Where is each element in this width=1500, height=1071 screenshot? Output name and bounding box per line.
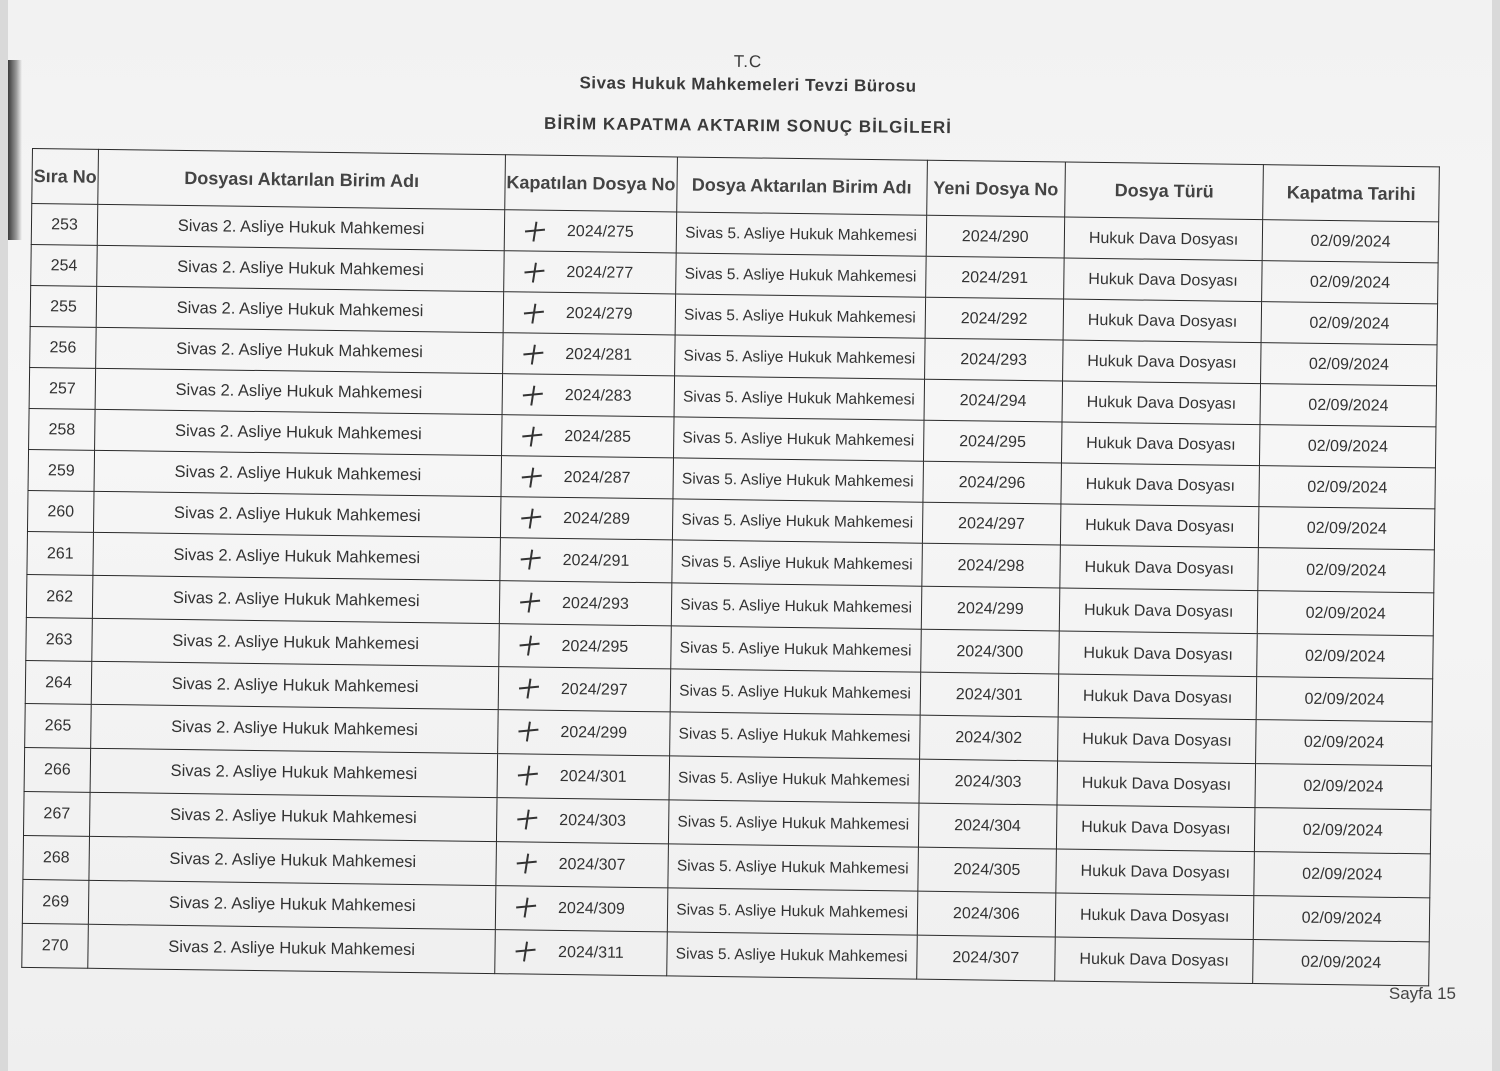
handwritten-check-mark-icon	[516, 941, 534, 959]
cell-target-unit: Sivas 5. Asliye Hukuk Mahkemesi	[670, 669, 921, 715]
cell-target-unit: Sivas 5. Asliye Hukuk Mahkemesi	[674, 376, 924, 420]
cell-type: Hukuk Dava Dosyası	[1060, 545, 1259, 591]
cell-new-no: 2024/296	[923, 461, 1062, 504]
republic-heading: T.C	[733, 51, 763, 72]
closed-no-text: 2024/309	[557, 899, 625, 918]
document-page	[8, 0, 1492, 1071]
col-header-target-unit: Dosya Aktarılan Birim Adı	[676, 157, 927, 215]
cell-new-no: 2024/297	[922, 502, 1061, 545]
handwritten-check-mark-icon	[518, 765, 536, 783]
cell-target-unit: Sivas 5. Asliye Hukuk Mahkemesi	[675, 294, 925, 338]
cell-sira: 270	[22, 923, 89, 968]
cell-date: 02/09/2024	[1261, 302, 1437, 345]
cell-type: Hukuk Dava Dosyası	[1058, 717, 1257, 764]
cell-new-no: 2024/304	[918, 803, 1057, 849]
cell-date: 02/09/2024	[1254, 852, 1430, 898]
handwritten-check-mark-icon	[517, 809, 535, 827]
cell-type: Hukuk Dava Dosyası	[1064, 217, 1263, 261]
cell-sira: 268	[23, 835, 90, 880]
cell-target-unit: Sivas 5. Asliye Hukuk Mahkemesi	[671, 540, 922, 586]
closed-no-text: 2024/287	[563, 468, 631, 487]
handwritten-check-mark-icon	[522, 426, 540, 444]
cell-new-no: 2024/290	[926, 215, 1065, 258]
cell-new-no: 2024/293	[924, 338, 1063, 381]
cell-sira: 263	[26, 617, 93, 661]
handwritten-check-mark-icon	[518, 721, 536, 739]
closed-no-text: 2024/289	[563, 509, 631, 528]
cell-date: 02/09/2024	[1255, 808, 1431, 854]
cell-closed-no	[495, 930, 667, 976]
page-number: Sayfa 15	[1388, 984, 1456, 1003]
cell-type: Hukuk Dava Dosyası	[1059, 588, 1258, 634]
cell-new-no: 2024/294	[924, 379, 1063, 422]
cell-target-unit: Sivas 5. Asliye Hukuk Mahkemesi	[673, 458, 923, 502]
cell-sira: 261	[27, 531, 94, 575]
cell-date: 02/09/2024	[1257, 634, 1433, 679]
cell-target-unit: Sivas 5. Asliye Hukuk Mahkemesi	[669, 712, 920, 759]
cell-date: 02/09/2024	[1253, 940, 1429, 986]
cell-source-unit: Sivas 2. Asliye Hukuk Mahkemesi	[91, 661, 499, 709]
cell-source-unit: Sivas 2. Asliye Hukuk Mahkemesi	[88, 924, 496, 973]
cell-date: 02/09/2024	[1259, 466, 1435, 509]
cell-type: Hukuk Dava Dosyası	[1061, 463, 1260, 507]
col-header-new-no: Yeni Dosya No	[926, 160, 1065, 217]
cell-type: Hukuk Dava Dosyası	[1061, 422, 1260, 466]
cell-source-unit: Sivas 2. Asliye Hukuk Mahkemesi	[93, 532, 501, 580]
cell-type: Hukuk Dava Dosyası	[1062, 381, 1261, 425]
cell-date: 02/09/2024	[1255, 764, 1431, 810]
cell-date: 02/09/2024	[1258, 548, 1434, 593]
cell-source-unit: Sivas 2. Asliye Hukuk Mahkemesi	[97, 245, 505, 291]
cell-sira: 264	[25, 660, 92, 704]
closed-no-text: 2024/299	[560, 723, 628, 742]
closed-no-text: 2024/277	[566, 263, 634, 282]
cell-closed-no	[497, 754, 669, 800]
handwritten-check-mark-icon	[519, 678, 537, 696]
cell-date: 02/09/2024	[1256, 677, 1432, 722]
handwritten-check-mark-icon	[523, 385, 541, 403]
handwritten-check-mark-icon	[517, 853, 535, 871]
cell-sira: 259	[28, 449, 95, 491]
cell-sira: 258	[29, 408, 96, 450]
col-header-sira: Sıra No	[32, 149, 99, 205]
cell-sira: 257	[29, 367, 96, 409]
cell-date: 02/09/2024	[1262, 261, 1438, 304]
cell-source-unit: Sivas 2. Asliye Hukuk Mahkemesi	[96, 286, 504, 332]
closed-no-text: 2024/283	[564, 386, 632, 405]
cell-closed-no	[502, 415, 674, 458]
cell-target-unit: Sivas 5. Asliye Hukuk Mahkemesi	[667, 888, 918, 935]
closed-no-text: 2024/291	[562, 551, 630, 570]
cell-closed-no	[502, 374, 674, 417]
cell-sira: 262	[26, 574, 93, 618]
cell-target-unit: Sivas 5. Asliye Hukuk Mahkemesi	[668, 800, 919, 847]
closed-no-text: 2024/311	[557, 943, 624, 962]
cell-new-no: 2024/303	[919, 759, 1058, 805]
cell-source-unit: Sivas 2. Asliye Hukuk Mahkemesi	[88, 880, 496, 929]
cell-source-unit: Sivas 2. Asliye Hukuk Mahkemesi	[94, 450, 502, 496]
cell-new-no: 2024/299	[921, 586, 1060, 631]
cell-closed-no	[501, 456, 673, 499]
cell-sira: 266	[24, 747, 91, 792]
office-heading: Sivas Hukuk Mahkemeleri Tevzi Bürosu	[579, 73, 917, 96]
closed-no-text: 2024/303	[559, 811, 627, 830]
cell-source-unit: Sivas 2. Asliye Hukuk Mahkemesi	[95, 409, 503, 455]
cell-target-unit: Sivas 5. Asliye Hukuk Mahkemesi	[667, 844, 918, 891]
cell-type: Hukuk Dava Dosyası	[1055, 937, 1254, 984]
cell-type: Hukuk Dava Dosyası	[1055, 893, 1254, 940]
handwritten-check-mark-icon	[524, 303, 542, 321]
cell-new-no: 2024/292	[925, 297, 1064, 340]
cell-sira: 256	[30, 326, 97, 368]
cell-type: Hukuk Dava Dosyası	[1063, 340, 1262, 384]
closed-no-text: 2024/279	[565, 304, 633, 323]
cell-type: Hukuk Dava Dosyası	[1057, 761, 1256, 808]
cell-new-no: 2024/301	[920, 672, 1059, 717]
closed-no-text: 2024/295	[561, 637, 629, 656]
cell-type: Hukuk Dava Dosyası	[1056, 849, 1255, 896]
cell-date: 02/09/2024	[1261, 343, 1437, 386]
cell-date: 02/09/2024	[1260, 425, 1436, 468]
cell-type: Hukuk Dava Dosyası	[1056, 805, 1255, 852]
cell-source-unit: Sivas 2. Asliye Hukuk Mahkemesi	[91, 704, 499, 753]
cell-target-unit: Sivas 5. Asliye Hukuk Mahkemesi	[673, 417, 923, 461]
closed-no-text: 2024/281	[565, 345, 633, 364]
transfer-table-wrapper	[21, 148, 1462, 987]
cell-type: Hukuk Dava Dosyası	[1059, 631, 1258, 677]
cell-type: Hukuk Dava Dosyası	[1063, 299, 1262, 343]
cell-closed-no	[495, 886, 667, 932]
cell-source-unit: Sivas 2. Asliye Hukuk Mahkemesi	[92, 618, 500, 666]
closed-no-text: 2024/307	[558, 855, 626, 874]
cell-closed-no	[504, 251, 676, 294]
cell-closed-no	[498, 710, 670, 756]
closed-no-text: 2024/297	[560, 680, 628, 699]
col-header-source-unit: Dosyası Aktarılan Birim Adı	[98, 149, 506, 209]
page-edge-shadow	[8, 60, 22, 240]
closed-no-text: 2024/285	[564, 427, 632, 446]
table-body	[22, 204, 1439, 986]
cell-sira: 253	[31, 204, 98, 246]
cell-closed-no	[499, 624, 671, 669]
closed-no-text: 2024/275	[566, 222, 634, 241]
cell-sira: 255	[30, 285, 97, 327]
cell-target-unit: Sivas 5. Asliye Hukuk Mahkemesi	[669, 756, 920, 803]
col-header-type: Dosya Türü	[1065, 162, 1264, 220]
cell-closed-no	[503, 292, 675, 335]
cell-source-unit: Sivas 2. Asliye Hukuk Mahkemesi	[89, 836, 497, 885]
cell-sira: 260	[27, 490, 94, 532]
cell-target-unit: Sivas 5. Asliye Hukuk Mahkemesi	[666, 932, 917, 979]
handwritten-check-mark-icon	[520, 635, 538, 653]
cell-date: 02/09/2024	[1254, 896, 1430, 942]
handwritten-check-mark-icon	[520, 592, 538, 610]
cell-closed-no	[499, 581, 671, 626]
cell-sira: 269	[22, 879, 89, 924]
cell-closed-no	[501, 497, 673, 540]
cell-source-unit: Sivas 2. Asliye Hukuk Mahkemesi	[95, 368, 503, 414]
cell-type: Hukuk Dava Dosyası	[1064, 258, 1263, 302]
cell-date: 02/09/2024	[1259, 507, 1435, 550]
cell-new-no: 2024/302	[919, 715, 1058, 761]
cell-new-no: 2024/295	[923, 420, 1062, 463]
cell-target-unit: Sivas 5. Asliye Hukuk Mahkemesi	[672, 499, 922, 543]
cell-new-no: 2024/305	[917, 847, 1056, 893]
handwritten-check-mark-icon	[524, 262, 542, 280]
cell-type: Hukuk Dava Dosyası	[1060, 504, 1259, 548]
handwritten-check-mark-icon	[521, 549, 539, 567]
cell-new-no: 2024/298	[921, 543, 1060, 588]
cell-sira: 267	[24, 791, 91, 836]
handwritten-check-mark-icon	[525, 221, 543, 239]
cell-closed-no	[500, 538, 672, 583]
cell-closed-no	[503, 333, 675, 376]
closed-no-text: 2024/301	[559, 767, 627, 786]
handwritten-check-mark-icon	[523, 344, 541, 362]
cell-source-unit: Sivas 2. Asliye Hukuk Mahkemesi	[90, 792, 498, 841]
cell-source-unit: Sivas 2. Asliye Hukuk Mahkemesi	[97, 204, 505, 250]
cell-sira: 265	[25, 703, 92, 748]
cell-closed-no	[504, 210, 676, 253]
cell-date: 02/09/2024	[1262, 220, 1438, 263]
document-title: BİRİM KAPATMA AKTARIM SONUÇ BİLGİLERİ	[543, 113, 952, 138]
cell-type: Hukuk Dava Dosyası	[1058, 674, 1257, 720]
col-header-date: Kapatma Tarihi	[1263, 165, 1439, 222]
cell-date: 02/09/2024	[1258, 591, 1434, 636]
cell-source-unit: Sivas 2. Asliye Hukuk Mahkemesi	[94, 491, 502, 537]
cell-target-unit: Sivas 5. Asliye Hukuk Mahkemesi	[674, 335, 924, 379]
cell-source-unit: Sivas 2. Asliye Hukuk Mahkemesi	[96, 327, 504, 373]
cell-target-unit: Sivas 5. Asliye Hukuk Mahkemesi	[676, 212, 926, 256]
cell-sira: 254	[31, 244, 98, 286]
handwritten-check-mark-icon	[522, 467, 540, 485]
cell-source-unit: Sivas 2. Asliye Hukuk Mahkemesi	[92, 575, 500, 623]
cell-source-unit: Sivas 2. Asliye Hukuk Mahkemesi	[90, 748, 498, 797]
col-header-closed-no: Kapatılan Dosya No	[505, 155, 677, 212]
cell-closed-no	[496, 842, 668, 888]
cell-target-unit: Sivas 5. Asliye Hukuk Mahkemesi	[670, 626, 921, 672]
cell-date: 02/09/2024	[1260, 384, 1436, 427]
handwritten-check-mark-icon	[516, 897, 534, 915]
handwritten-check-mark-icon	[521, 508, 539, 526]
cell-target-unit: Sivas 5. Asliye Hukuk Mahkemesi	[671, 583, 922, 629]
transfer-table	[21, 148, 1440, 986]
cell-target-unit: Sivas 5. Asliye Hukuk Mahkemesi	[675, 253, 925, 297]
cell-new-no: 2024/307	[916, 935, 1055, 981]
cell-closed-no	[498, 667, 670, 712]
cell-new-no: 2024/306	[917, 891, 1056, 937]
cell-new-no: 2024/291	[925, 256, 1064, 299]
cell-new-no: 2024/300	[920, 629, 1059, 674]
cell-closed-no	[497, 798, 669, 844]
cell-date: 02/09/2024	[1256, 720, 1432, 766]
closed-no-text: 2024/293	[561, 594, 629, 613]
